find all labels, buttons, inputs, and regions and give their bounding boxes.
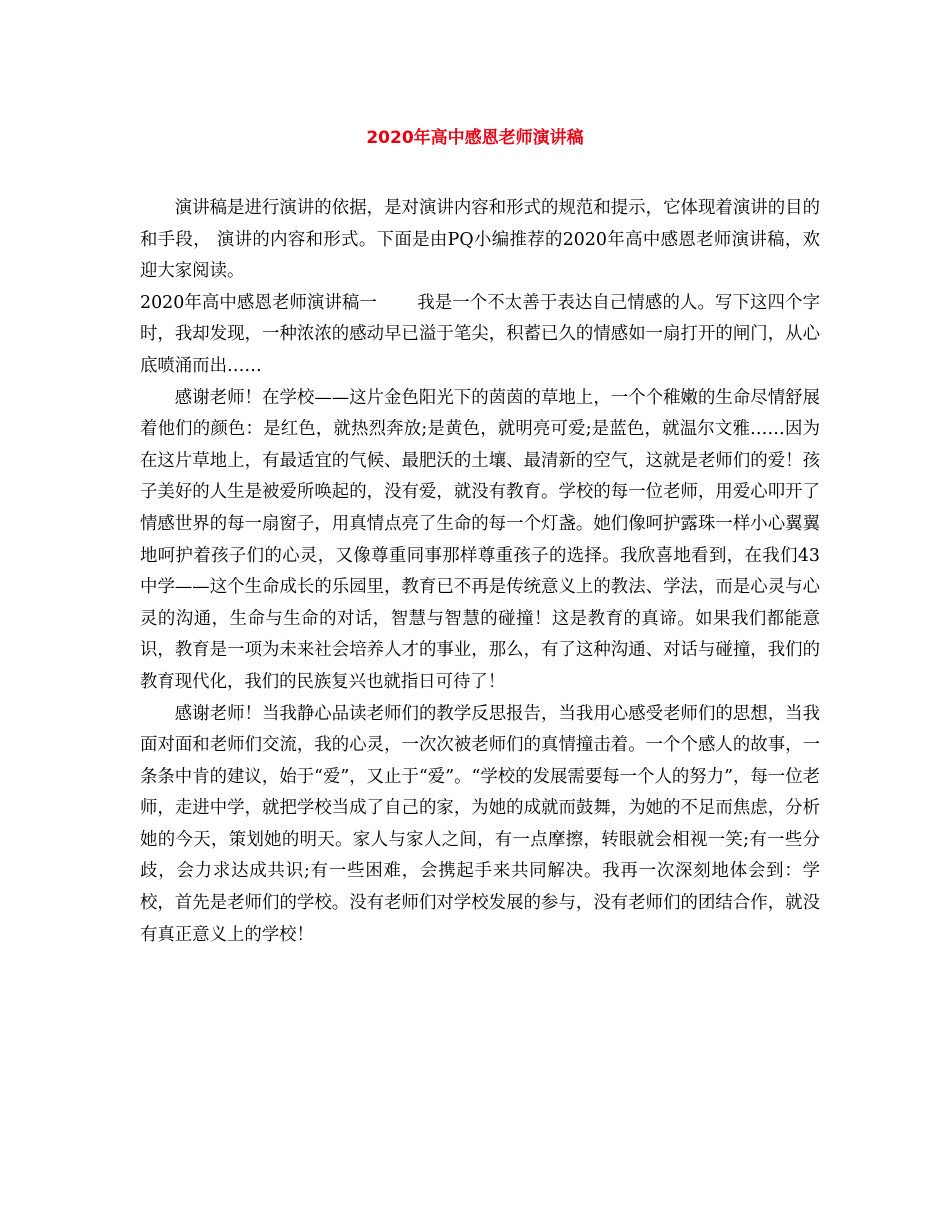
document-body — [140, 193, 820, 951]
section-paragraph — [140, 288, 820, 383]
body-paragraph-1: 感谢老师！在学校——这片金色阳光下的茵茵的草地上，一个个稚嫩的生命尽情舒展着他们的颜色：是红色，就热烈奔放;是黄色，就明亮可爱;是蓝色，就温尔文雅……因为在这片草地上，有最适宜的气候、最肥沃的土壤、最清新的空气，这就是老师们的爱！孩子美好的人生是被爱所唤起的，没有爱，就没有教育。学校的每一位老师，用爱心叩开了情感世界的每一扇窗子，用真情点亮了生命的每一个灯盏。她们像呵护露珠一样小心翼翼地呵护着孩子们的心灵，又像尊重同事那样尊重孩子的选择。我欣喜地看到，在我们43中学——这个生命成长的乐园里，教育已不再是传统意义上的教法、学法，而是心灵与心灵的沟通，生命与生命的对话，智慧与智慧的碰撞！这是教育的真谛。如果我们都能意识，教育是一项为未来社会培养人才的事业，那么，有了这种沟通、对话与碰撞，我们的教育现代化，我们的民族复兴也就指日可待了！ — [140, 387, 820, 692]
section-heading: 2020年高中感恩老师演讲稿一 — [140, 292, 378, 313]
intro-paragraph: 演讲稿是进行演讲的依据，是对演讲内容和形式的规范和提示，它体现着演讲的目的和手段， 演讲的内容和形式。下面是由PQ小编推荐的2020年高中感恩老师演讲稿，欢迎大家阅读。 — [140, 198, 820, 282]
body-paragraph-2: 感谢老师！当我静心品读老师们的教学反思报告，当我用心感受老师们的思想，当我面对面和老师们交流，我的心灵，一次次被老师们的真情撞击着。一个个感人的故事，一条条中肯的建议，始于“爱”，又止于“爱”。“学校的发展需要每一个人的努力”，每一位老师，走进中学，就把学校当成了自己的家，为她的成就而鼓舞，为她的不足而焦虑，分析她的今天，策划她的明天。家人与家人之间，有一点摩擦，转眼就会相视一笑;有一些分歧，会力求达成共识;有一些困难，会携起手来共同解决。我再一次深刻地体会到：学校，首先是老师们的学校。没有老师们对学校发展的参与，没有老师们的团结合作，就没有真正意义上的学校！ — [140, 703, 820, 945]
section-opening-text: 我是一个不太善于表达自己情感的人。写下这四个字时，我却发现，一种浓浓的感动早已溢于笔尖，积蓄已久的情感如一扇打开的闸门，从心底喷涌而出…… — [140, 292, 820, 376]
document-title: 2020年高中感恩老师演讲稿 — [366, 128, 584, 148]
